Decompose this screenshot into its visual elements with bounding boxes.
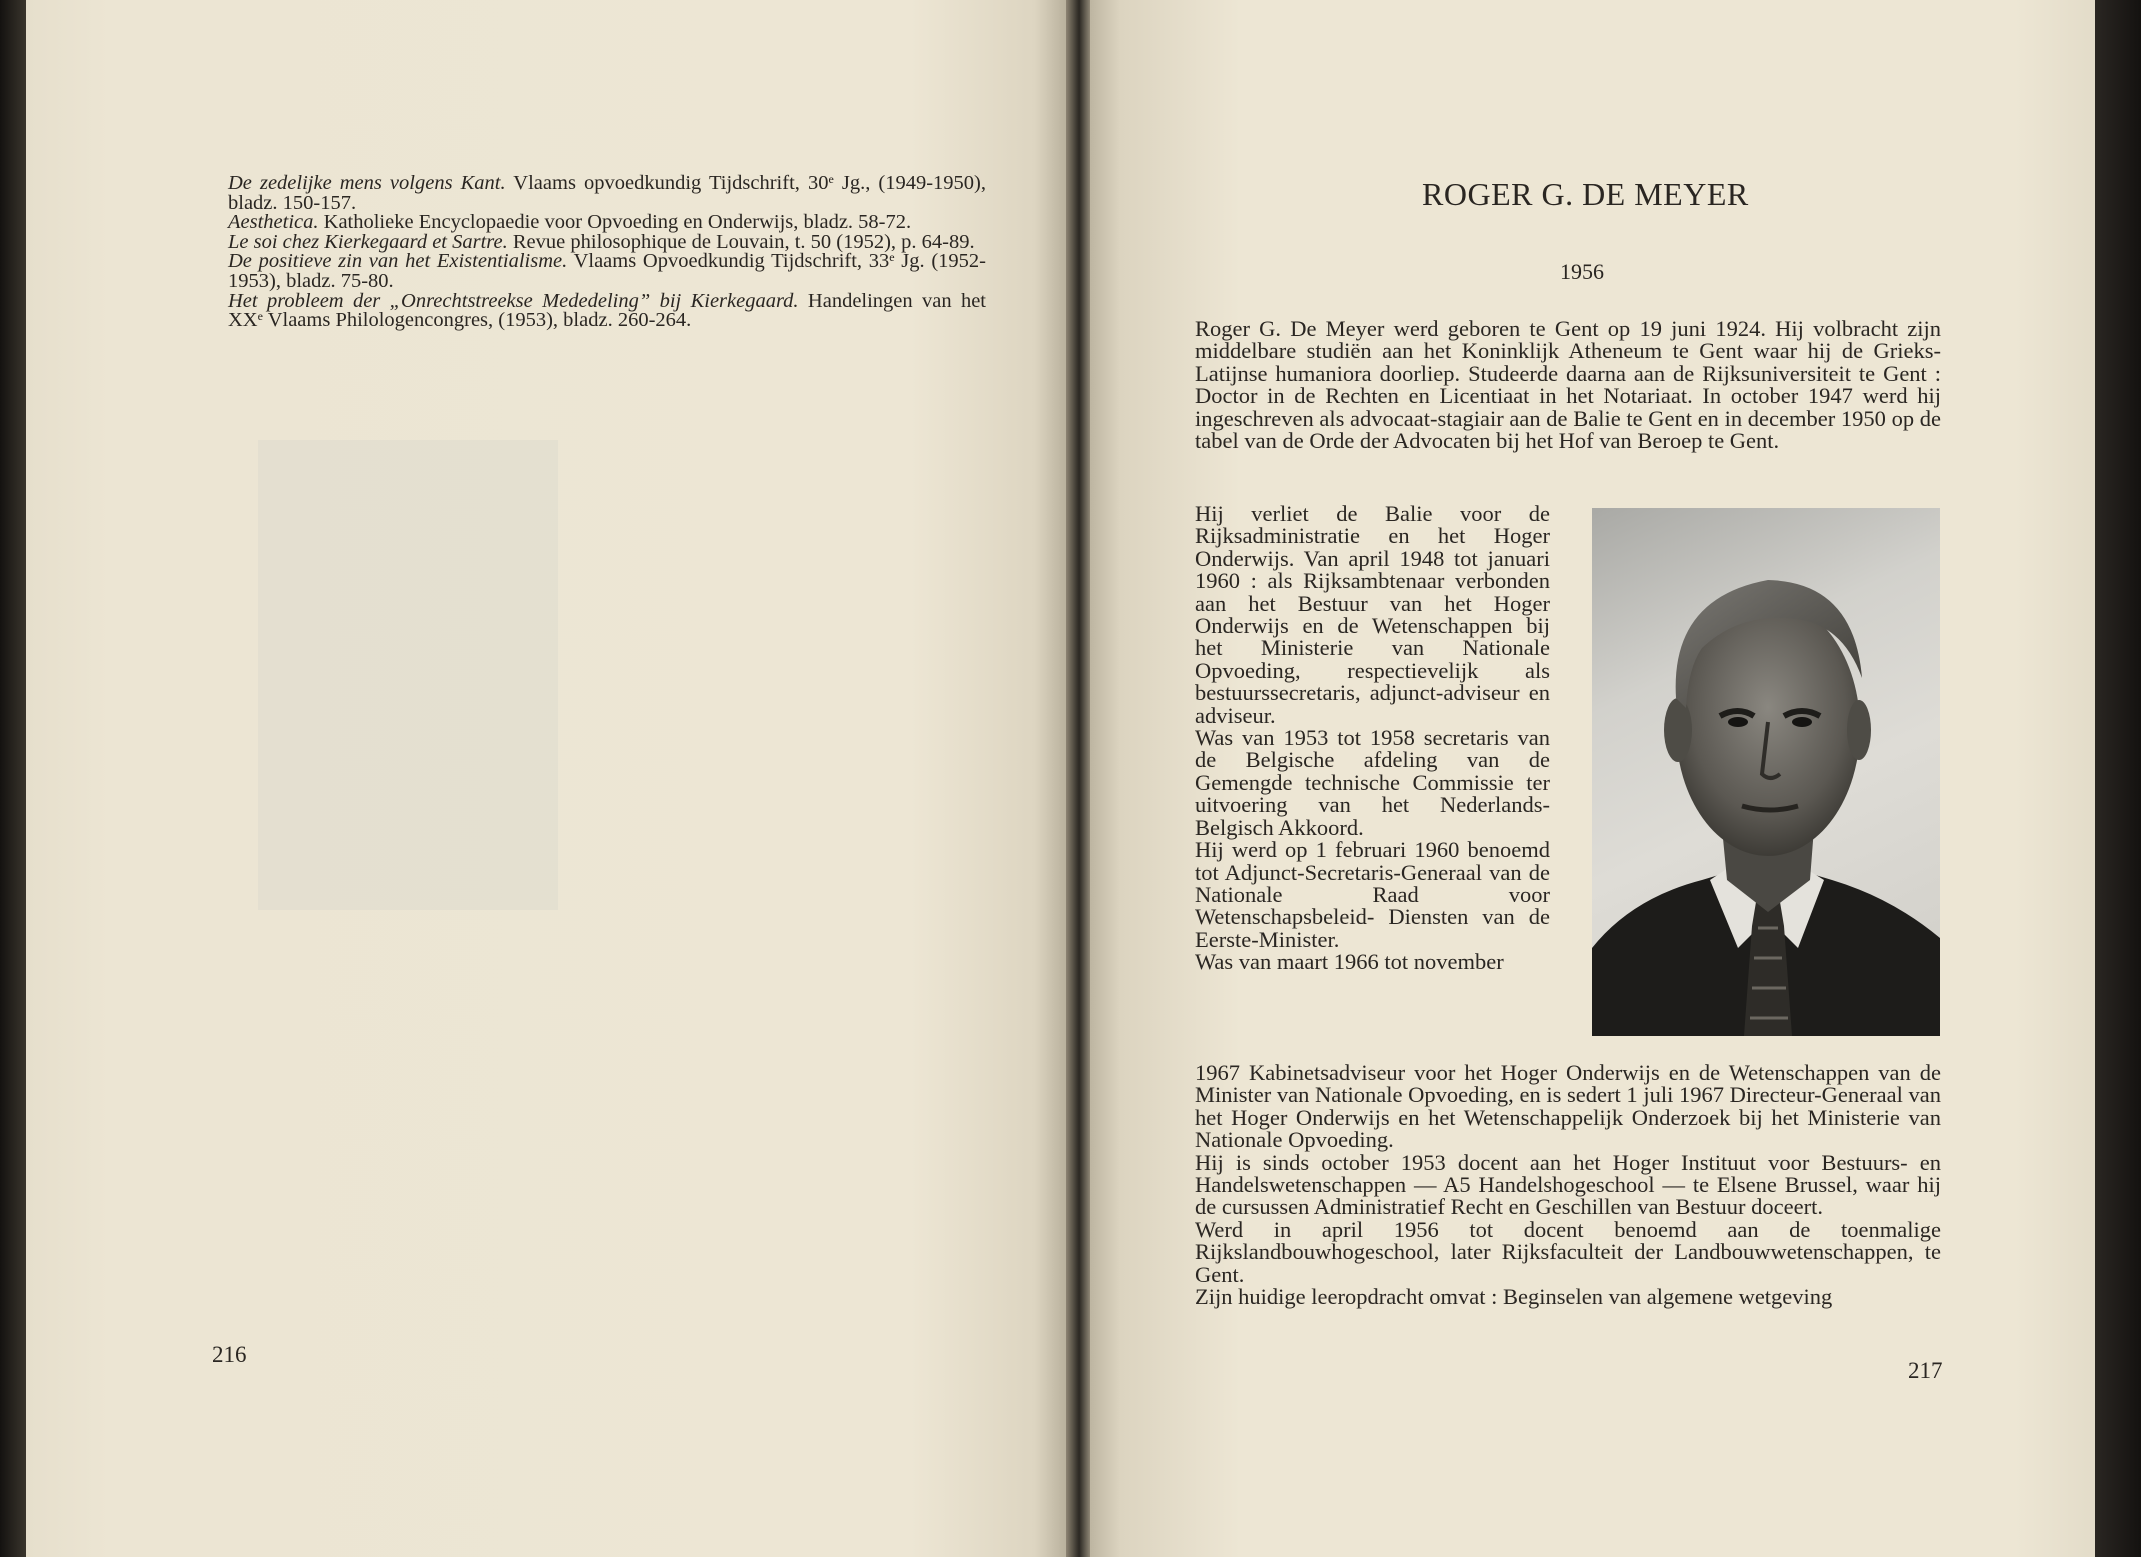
entry-sup: e [828,172,834,186]
paragraph: Hij verliet de Balie voor de Rijksadministratie en het Hoger Onderwijs. Van april 1948 tot januari 1960 : als Rijksambtenaar verbonden aan het Bestuur van het Hoger Onderwijs en de Wetenschappen bij het Ministerie van Nationale Opvoeding, respectievelijk als bestuurssecretaris, adjunct-adviseur en adviseur. [1195,501,1550,728]
bibliography-list [228,174,986,331]
paragraph: Hij is sinds october 1953 docent aan het Hoger Instituut voor Bestuurs- en Handelswetenschappen — A5 Handelshogeschool — te Elsene Brussel, waar hij de cursussen Administratief Recht en Geschillen van Bestuur doceert. [1195,1149,1941,1220]
entry-text: Vlaams opvoedkundig Tijdschrift, 30 [505,172,829,194]
paragraph: 1967 Kabinetsadviseur voor het Hoger Onderwijs en de Wetenschappen van de Minister van Nationale Opvoeding, en is sedert 1 juli 1967 Directeur-Generaal van het Hoger Onderwijs en het Wetenschappelijk Onderzoek bij het Ministerie van Nationale Opvoeding. [1195,1060,1941,1153]
page-number-left: 216 [212,1342,247,1367]
entry-text: Vlaams Philologencongres, (1953), bladz. 260-264. [262,309,692,332]
paragraph: Zijn huidige leeropdracht omvat : Beginselen van algemene wetgeving [1195,1284,1833,1310]
biography-intro [1195,318,1941,452]
book-gutter [1066,0,1090,1557]
year-label: 1956 [1560,259,1604,284]
entry-title: De zedelijke mens volgens Kant. [228,172,506,194]
entry-text: Vlaams Opvoedkundig Tijdschrift, 33 [567,250,890,273]
entry-title: Het probleem der „Onrechtstreekse Mededeling” bij Kierkegaard. [228,289,799,312]
entry-text: Revue philosophique de Louvain, t. 50 (1952), p. 64-89. [507,230,975,253]
book-edge-left [0,0,26,1557]
portrait-illustration [1592,508,1940,1036]
bibliography-entry [228,289,986,332]
paragraph: Werd in april 1956 tot docent benoemd aan de toenmalige Rijkslandbouwhogeschool, later Rijksfaculteit der Landbouwwetenschappen, te Gent. [1195,1216,1941,1287]
entry-title: Le soi chez Kierkegaard et Sartre. [228,230,508,253]
bibliography-entry [228,174,986,213]
paragraph: Roger G. De Meyer werd geboren te Gent op 19 juni 1924. Hij volbracht zijn middelbare studiën aan het Koninklijk Atheneum te Gent waar hij de Grieks-Latijnse humaniora doorliep. Studeerde daarna aan de Rijksuniversiteit te Gent : Doctor in de Rechten en Licentiaat in het Notariaat. In october 1947 werd hij ingeschreven als advocaat-stagiair aan de Balie te Gent en in december 1950 op de tabel van de Orde der Advocaten bij het Hof van Beroep te Gent. [1195,316,1941,454]
entry-sup: e [889,250,895,265]
biography-side-column [1195,503,1550,974]
entry-title: Aesthetica. [228,211,319,234]
entry-text: Jg., (1949-1950), bladz. 150-157. [228,172,986,214]
page-number-right: 217 [1908,1358,1943,1383]
page-title: ROGER G. DE MEYER [1422,176,1749,212]
entry-sup: e [257,309,263,324]
paragraph: Hij werd op 1 februari 1960 benoemd tot Adjunct-Secretaris-Generaal van de Nationale Raad voor Wetenschapsbeleid- Diensten van de Eerste-Minister. [1195,837,1550,952]
entry-text: Handelingen van het XX [228,289,986,332]
entry-title: De positieve zin van het Existentialisme. [228,250,568,273]
paragraph: Was van maart 1966 tot november [1195,949,1504,975]
show-through-shadow [258,440,558,910]
book-edge-right [2095,0,2141,1557]
bibliography-entry [228,252,986,291]
biography-continued [1195,1062,1941,1308]
paragraph: Was van 1953 tot 1958 secretaris van de Belgische afdeling van de Gemengde technische Commissie ter uitvoering van het Nederlands-Belgisch Akkoord. [1195,725,1550,840]
entry-text: Jg. (1952-1953), bladz. 75-80. [228,250,986,292]
entry-text: Katholieke Encyclopaedie voor Opvoeding en Onderwijs, bladz. 58-72. [318,211,912,234]
portrait-photo [1592,508,1940,1036]
